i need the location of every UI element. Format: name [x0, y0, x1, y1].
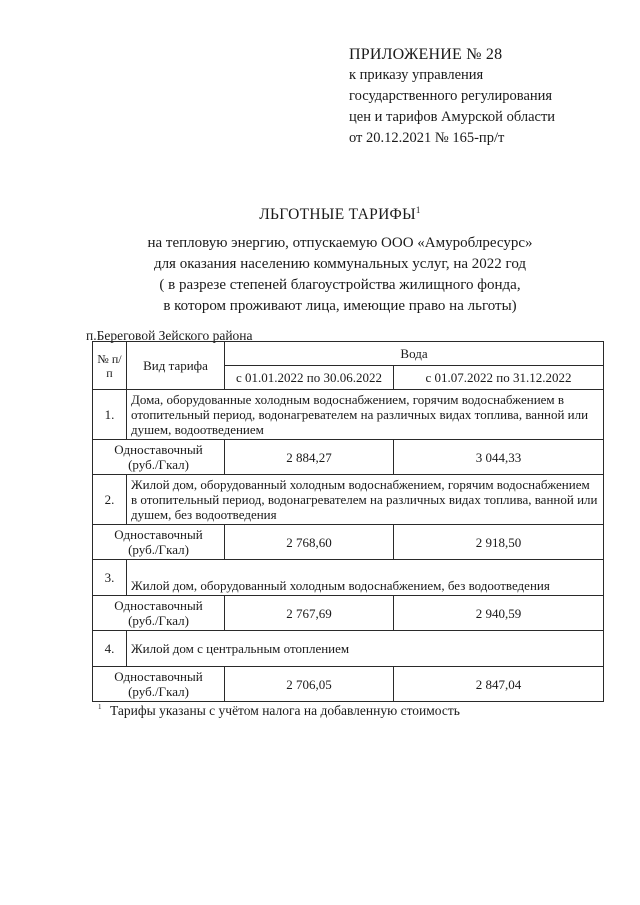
footnote: [98, 703, 460, 719]
section-row: [93, 390, 604, 440]
rate-row: [93, 525, 604, 560]
appendix-line: цен и тарифов Амурской области: [349, 109, 556, 125]
rate-label-cell: [93, 525, 225, 560]
section-num: 2.: [93, 475, 127, 525]
document-title: [90, 200, 590, 225]
rate-value-period-1: 2 767,69: [225, 596, 394, 631]
title-line: ( в разрезе степеней благоустройства жилищного фонда,: [159, 277, 521, 294]
appendix-line: государственного регулирования: [349, 88, 553, 104]
rate-unit: (руб./Гкал): [128, 457, 189, 472]
tariff-table: [92, 341, 604, 702]
title-line: для оказания населению коммунальных услуг, на 2022 год: [153, 256, 527, 273]
section-desc: Жилой дом, оборудованный холодным водоснабжением, без водоотведения: [127, 560, 604, 596]
appendix-heading: ПРИЛОЖЕНИЕ № 28: [349, 46, 503, 63]
place-label: п.Береговой Зейского района: [86, 328, 253, 343]
rate-label: Одноставочный: [114, 669, 203, 684]
section-row: [93, 475, 604, 525]
rate-label: Одноставочный: [114, 442, 203, 457]
rate-row: [93, 596, 604, 631]
rate-value-period-2: 2 918,50: [394, 525, 604, 560]
rate-unit: (руб./Гкал): [128, 613, 189, 628]
footnote-mark: 1: [98, 703, 102, 711]
section-num: 4.: [93, 631, 127, 667]
title-line: на тепловую энергию, отпускаемую ООО «Амуроблресурс»: [147, 235, 533, 252]
rate-value-period-1: 2 768,60: [225, 525, 394, 560]
section-desc: Жилой дом, оборудованный холодным водоснабжением, горячим водоснабжением в отопительный период, водонагревателем на различных видах топлива, ванной или душем, без водоотведения: [127, 475, 604, 525]
rate-row: [93, 667, 604, 702]
header-num: № п/п: [93, 342, 127, 390]
title-main: ЛЬГОТНЫЕ ТАРИФЫ: [259, 206, 416, 224]
header-period-2: с 01.07.2022 по 31.12.2022: [394, 366, 604, 390]
rate-value-period-2: 3 044,33: [394, 440, 604, 475]
rate-label: Одноставочный: [114, 598, 203, 613]
footnote-text: Тарифы указаны с учётом налога на добавленную стоимость: [110, 703, 460, 718]
header-water: Вода: [225, 342, 604, 366]
section-row: [93, 631, 604, 667]
rate-value-period-2: 2 940,59: [394, 596, 604, 631]
section-row: [93, 560, 604, 596]
document-title-block: [90, 200, 590, 317]
header-period-1: с 01.01.2022 по 30.06.2022: [225, 366, 394, 390]
rate-label-cell: [93, 440, 225, 475]
rate-unit: (руб./Гкал): [128, 684, 189, 699]
table-header-row: [93, 342, 604, 366]
rate-unit: (руб./Гкал): [128, 542, 189, 557]
rate-value-period-1: 2 884,27: [225, 440, 394, 475]
section-num: 3.: [93, 560, 127, 596]
rate-value-period-2: 2 847,04: [394, 667, 604, 702]
rate-row: [93, 440, 604, 475]
rate-label: Одноставочный: [114, 527, 203, 542]
section-desc: Дома, оборудованные холодным водоснабжением, горячим водоснабжением в отопительный период, водонагревателем на различных видах топлива, ванной или душем, водоотведением: [127, 390, 604, 440]
section-num: 1.: [93, 390, 127, 440]
title-line: в котором проживают лица, имеющие право на льготы): [163, 298, 517, 315]
header-tariff-type: Вид тарифа: [127, 342, 225, 390]
rate-value-period-1: 2 706,05: [225, 667, 394, 702]
rate-label-cell: [93, 667, 225, 702]
appendix-block: [349, 44, 609, 149]
rate-label-cell: [93, 596, 225, 631]
title-footnote-ref: 1: [415, 205, 421, 215]
appendix-line: к приказу управления: [349, 67, 484, 83]
appendix-line: от 20.12.2021 № 165-пр/т: [349, 130, 505, 146]
section-desc: Жилой дом с центральным отоплением: [127, 631, 604, 667]
